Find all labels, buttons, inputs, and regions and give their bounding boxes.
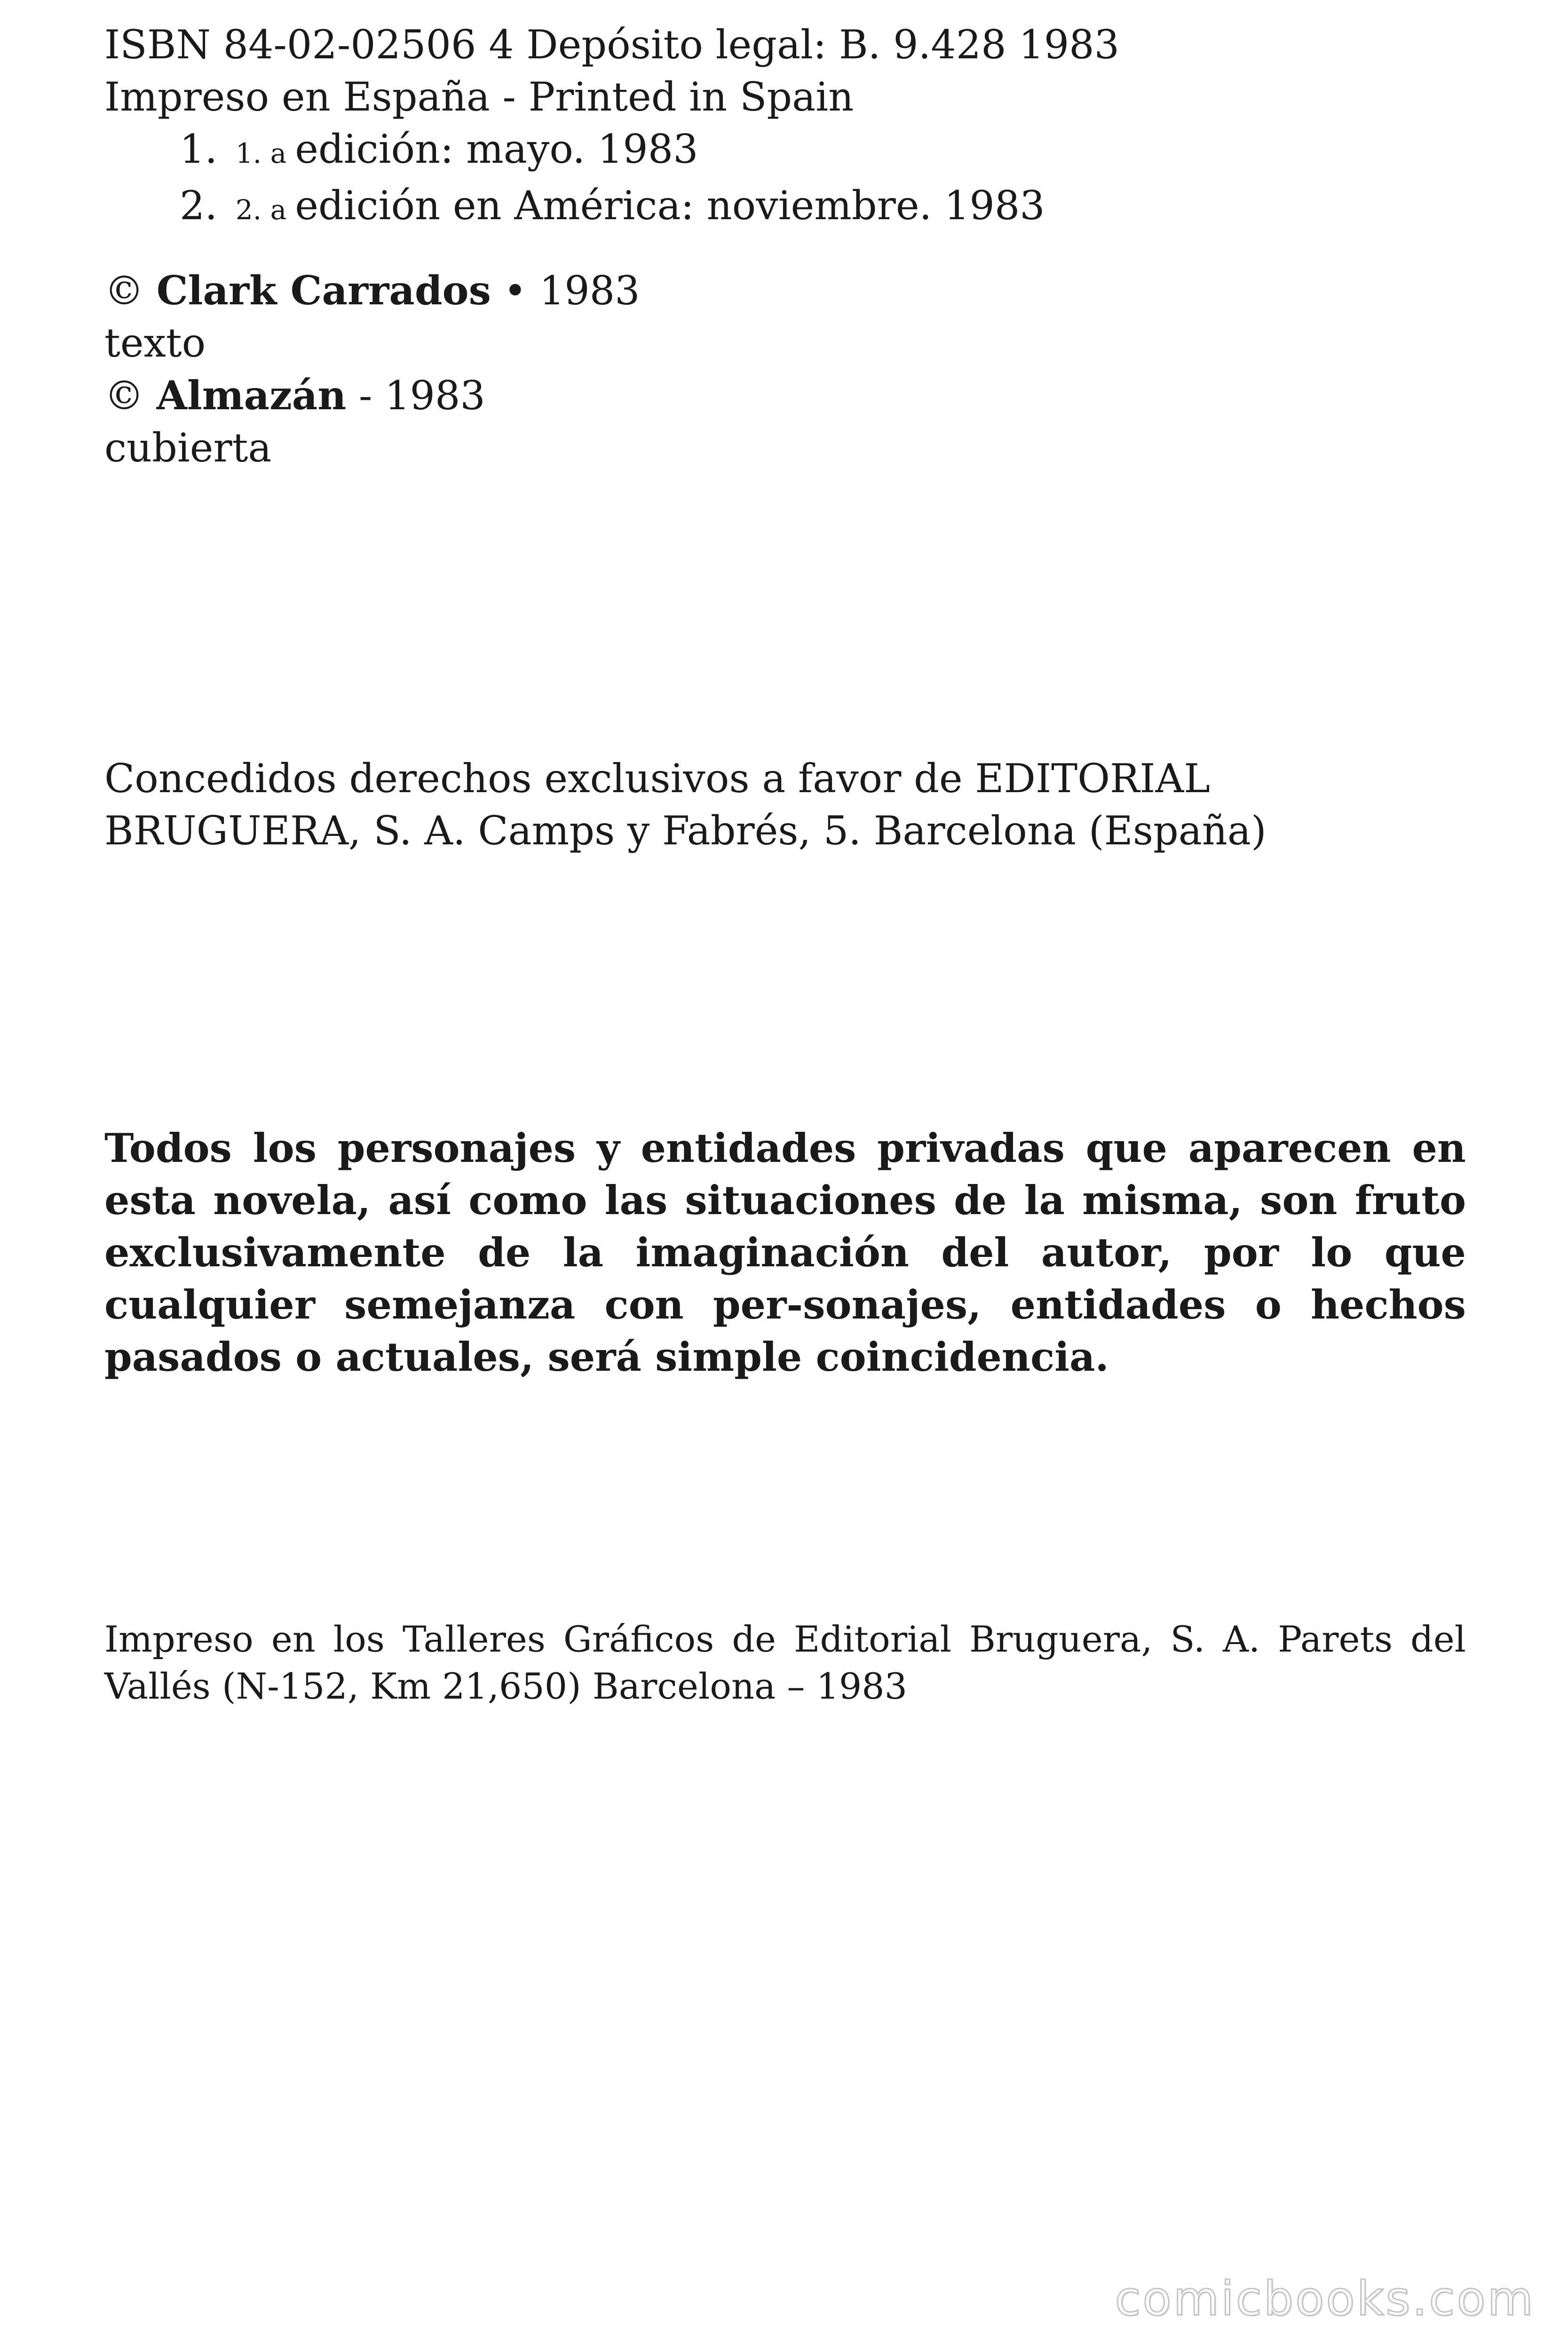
edition-number: 1. [180, 126, 218, 172]
copyright-page [104, 19, 1466, 1707]
cover-artist: Almazán [156, 372, 347, 419]
edition-list [104, 123, 1466, 236]
printed-in-line: Impreso en España - Printed in Spain [104, 74, 854, 120]
fiction-disclaimer: Todos los personajes y entidades privadas que aparecen en esta novela, así como las situaciones de la misma, son fruto exclusivamente de la imaginación del autor, por lo que cualquier semejanza con per-sonajes, entidades o hechos pasados o actuales, será simple coincidencia. [104, 1125, 1466, 1380]
cover-year: - 1983 [359, 373, 485, 419]
edition-number: 2. [180, 183, 218, 229]
text-label: texto [104, 320, 206, 366]
edition-ordinal: 1. a [235, 137, 287, 169]
edition-item [104, 180, 1466, 236]
text-year: • 1983 [503, 268, 640, 314]
copyright-symbol: © [104, 268, 144, 314]
edition-text: edición en América: noviembre. 1983 [295, 183, 1045, 229]
edition-ordinal: 2. a [235, 194, 287, 226]
text-author: Clark Carrados [156, 267, 491, 314]
edition-item [104, 123, 1466, 180]
edition-text: edición: mayo. 1983 [295, 126, 698, 172]
watermark: comicbooks.com [1115, 2271, 1535, 2326]
printer-statement: Impreso en los Talleres Gráficos de Editorial Bruguera, S. A. Parets del Vallés (N-152, Km 21,650) Barcelona – 1983 [104, 1618, 1466, 1707]
text-copyright-line [104, 264, 1466, 317]
rights-statement: Concedidos derechos exclusivos a favor de EDITORIAL BRUGUERA, S. A. Camps y Fabrés, 5. Barcelona (España) [104, 755, 1267, 854]
cover-copyright-line [104, 369, 1466, 422]
cover-label: cubierta [104, 425, 272, 471]
copyright-block [104, 264, 1466, 474]
copyright-symbol: © [104, 373, 144, 419]
isbn-line: ISBN 84-02-02506 4 Depósito legal: B. 9.428 1983 [104, 22, 1120, 68]
